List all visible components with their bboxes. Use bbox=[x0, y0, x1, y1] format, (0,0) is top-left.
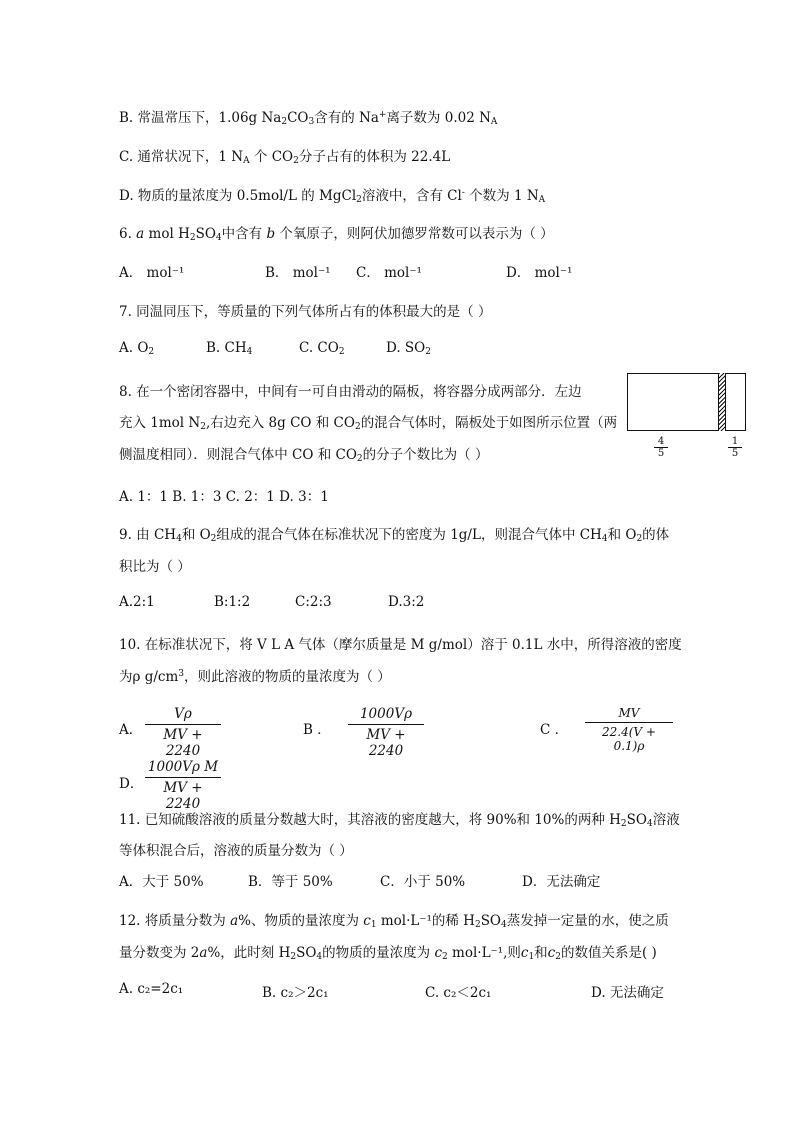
q7-option-c: C. $CO_2$ bbox=[299, 340, 345, 357]
q6-option-d: D． mol⁻¹ bbox=[506, 265, 573, 281]
q10-option-a-fraction: Vρ MV + 2240 bbox=[145, 706, 221, 759]
q7-option-a: A. $O_2$ bbox=[119, 340, 155, 357]
q12-option-d: D. 无法确定 bbox=[591, 985, 664, 1001]
sliding-partition bbox=[718, 373, 726, 431]
q9-option-b: B:1:2 bbox=[214, 594, 251, 610]
q10-line-1: 10. 在标准状况下，将 V L A 气体（摩尔质量是 M g/mol）溶于 0.1L 水中，所得溶液的密度 bbox=[119, 637, 682, 653]
q9-line-1: 9. 由 $CH_4$和 $O_2$组成的混合气体在标准状况下的密度为 1g/L，则混合气体中 $CH_4$和 $O_2$的体 bbox=[119, 527, 670, 544]
container-figure bbox=[627, 373, 746, 431]
q12-line-1: 12. 将质量分数为 a%、物质的量浓度为 $c_1$ mol·L⁻¹的稀 $H_2SO_4$蒸发掉一定量的水，使之质 bbox=[119, 913, 669, 930]
q11-option-a: A．大于 50% bbox=[119, 874, 204, 890]
q9-option-d: D.3:2 bbox=[388, 594, 425, 610]
figure-label-left: 4 5 bbox=[654, 436, 668, 459]
q10-option-c-fraction: MV 22.4(V + 0.1)ρ bbox=[585, 706, 673, 753]
q12-line-2: 量分数变为 2a%，此时刻 $H_2SO_4$的物质的量浓度为 $c_2$ mol·L⁻¹,则$c_1$和$c_2$的数值关系是( ) bbox=[119, 945, 657, 962]
q5-option-b: B. 常温常压下，1.06g $Na_2CO_3$含有的 Na+离子数为 0.02 $N_A$ bbox=[119, 110, 498, 127]
q12-option-b: B. c₂＞2c₁ bbox=[262, 985, 329, 1001]
q10-option-d-label: D． bbox=[119, 776, 144, 792]
q5-option-c: C. 通常状况下，1 $N_A$ 个 $CO_2$分子占有的体积为 22.4L bbox=[119, 149, 451, 166]
q11-option-d: D．无法确定 bbox=[522, 874, 601, 890]
q10-option-c-label: C ． bbox=[540, 722, 569, 738]
q6-option-c: C． mol⁻¹ bbox=[356, 265, 422, 281]
q10-option-a-label: A． bbox=[119, 722, 143, 738]
q7-stem: 7. 同温同压下，等质量的下列气体所占有的体积最大的是（ ） bbox=[119, 304, 492, 320]
q11-option-c: C．小于 50% bbox=[380, 874, 466, 890]
q6-stem: 6. a mol $H_2SO_4$中含有 b 个氧原子，则阿伏加德罗常数可以表示为（ ） bbox=[119, 226, 554, 243]
figure-label-right: 1 5 bbox=[728, 436, 742, 459]
q8-options: A. 1：1 B. 1：3 C. 2：1 D. 3：1 bbox=[119, 489, 329, 505]
q10-option-d-fraction: 1000Vρ M MV + 2240 bbox=[145, 759, 221, 812]
q10-option-b-fraction: 1000Vρ MV + 2240 bbox=[348, 706, 424, 759]
q12-option-a: A. c₂=2c₁ bbox=[119, 981, 184, 997]
q10-line-2: 为ρ $g/cm^3$，则此溶液的物质的量浓度为（ ） bbox=[119, 669, 391, 685]
q7-option-d: D. $SO_2$ bbox=[386, 340, 431, 357]
q6-option-a: A． mol⁻¹ bbox=[119, 265, 185, 281]
q11-line-1: 11. 已知硫酸溶液的质量分数越大时，其溶液的密度越大，将 90%和 10%的两种 $H_2SO_4$溶液 bbox=[119, 812, 680, 829]
q8-line-1: 8. 在一个密闭容器中，中间有一可自由滑动的隔板，将容器分成两部分．左边 bbox=[119, 384, 582, 400]
q9-option-a: A.2:1 bbox=[119, 594, 155, 610]
q6-option-b: B． mol⁻¹ bbox=[265, 265, 331, 281]
q11-line-2: 等体积混合后，溶液的质量分数为（ ） bbox=[119, 843, 353, 859]
q9-option-c: C:2:3 bbox=[295, 594, 332, 610]
q11-option-b: B．等于 50% bbox=[248, 874, 333, 890]
q7-option-b: B. $CH_4$ bbox=[206, 340, 253, 357]
q8-line-3: 侧温度相同）．则混合气体中 CO 和 $CO_2$的分子个数比为（ ） bbox=[119, 447, 489, 464]
q12-option-c: C. c₂＜2c₁ bbox=[425, 985, 492, 1001]
q9-line-2: 积比为（ ） bbox=[119, 559, 191, 575]
q8-line-2: 充入 1mol $N_2$,右边充入 8g CO 和 $CO_2$的混合气体时，隔板处于如图所示位置（两 bbox=[119, 415, 618, 432]
q10-option-b-label: B ． bbox=[303, 722, 331, 738]
q5-option-d: D. 物质的量浓度为 0.5mol/L 的 MgCl$_2$溶液中，含有 Cl- 个数为 1 $N_A$ bbox=[119, 188, 546, 205]
